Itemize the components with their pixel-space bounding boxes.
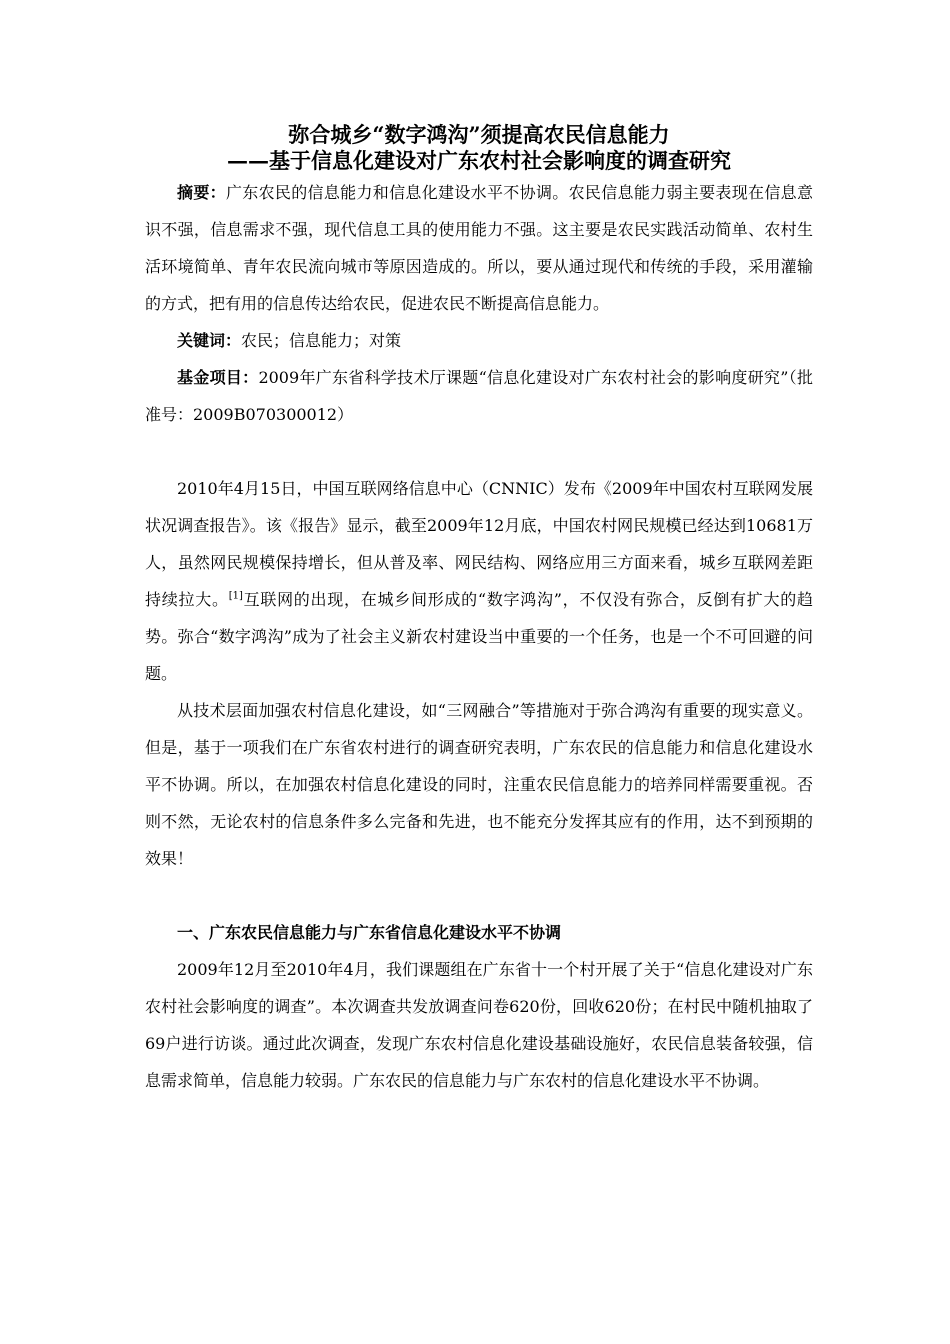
document-title: 弥合城乡“数字鸿沟”须提高农民信息能力 (288, 122, 670, 147)
fund-label: 基金项目： (177, 368, 259, 387)
body-paragraph-2: 从技术层面加强农村信息化建设，如“三网融合”等措施对于弥合鸿沟有重要的现实意义。但是，基于一项我们在广东省农村进行的调查研究表明，广东农民的信息能力和信息化建设水平不协调。所以，在加强农村信息化建设的同时，注重农民信息能力的培养同样需要重视。否则不然，无论农村的信息条件多么完备和先进，也不能充分发挥其应有的作用，达不到预期的效果！ (145, 701, 813, 868)
keywords-label: 关键词： (177, 331, 242, 350)
fund-paragraph (145, 359, 813, 433)
keywords-text: 农民；信息能力；对策 (241, 331, 402, 350)
document-content (145, 122, 813, 1099)
document-subtitle: ——基于信息化建设对广东农村社会影响度的调查研究 (227, 148, 731, 173)
body-paragraph-3: 2009年12月至2010年4月，我们课题组在广东省十一个村开展了关于“信息化建设对广东农村社会影响度的调查”。本次调查共发放调查问卷620份，回收620份；在村民中随机抽取了69户进行访谈。通过此次调查，发现广东农村信息化建设基础设施好，农民信息装备较强，信息需求简单，信息能力较弱。广东农民的信息能力与广东农村的信息化建设水平不协调。 (145, 960, 813, 1090)
section-heading: 一、广东农民信息能力与广东省信息化建设水平不协调 (177, 923, 562, 942)
abstract-text: 广东农民的信息能力和信息化建设水平不协调。农民信息能力弱主要表现在信息意识不强，信息需求不强，现代信息工具的使用能力不强。这主要是农民实践活动简单、农村生活环境简单、青年农民流向城市等原因造成的。所以，要从通过现代和传统的手段，采用灌输的方式，把有用的信息传达给农民，促进农民不断提高信息能力。 (145, 183, 813, 313)
abstract-label: 摘要： (177, 183, 226, 202)
keywords-paragraph (145, 322, 813, 359)
citation-reference: [1] (228, 590, 243, 602)
blank-line (145, 877, 813, 914)
abstract-paragraph (145, 174, 813, 322)
body-paragraph-1-text: 2010年4月15日，中国互联网络信息中心（CNNIC）发布《2009年中国农村互联网发展状况调查报告》。该《报告》显示，截至2009年12月底，中国农村网民规模已经达到10681万人，虽然网民规模保持增长，但从普及率、网民结构、网络应用三方面来看，城乡互联网差距持续拉大。 (145, 479, 813, 609)
blank-line (145, 433, 813, 470)
body-paragraph-1 (145, 470, 813, 692)
fund-text: 2009年广东省科学技术厅课题“信息化建设对广东农村社会的影响度研究”（批准号：2009B070300012） (145, 368, 813, 424)
body-paragraph-1-continued: 互联网的出现，在城乡间形成的“数字鸿沟”，不仅没有弥合，反倒有扩大的趋势。弥合“数字鸿沟”成为了社会主义新农村建设当中重要的一个任务，也是一个不可回避的问题。 (145, 590, 813, 683)
